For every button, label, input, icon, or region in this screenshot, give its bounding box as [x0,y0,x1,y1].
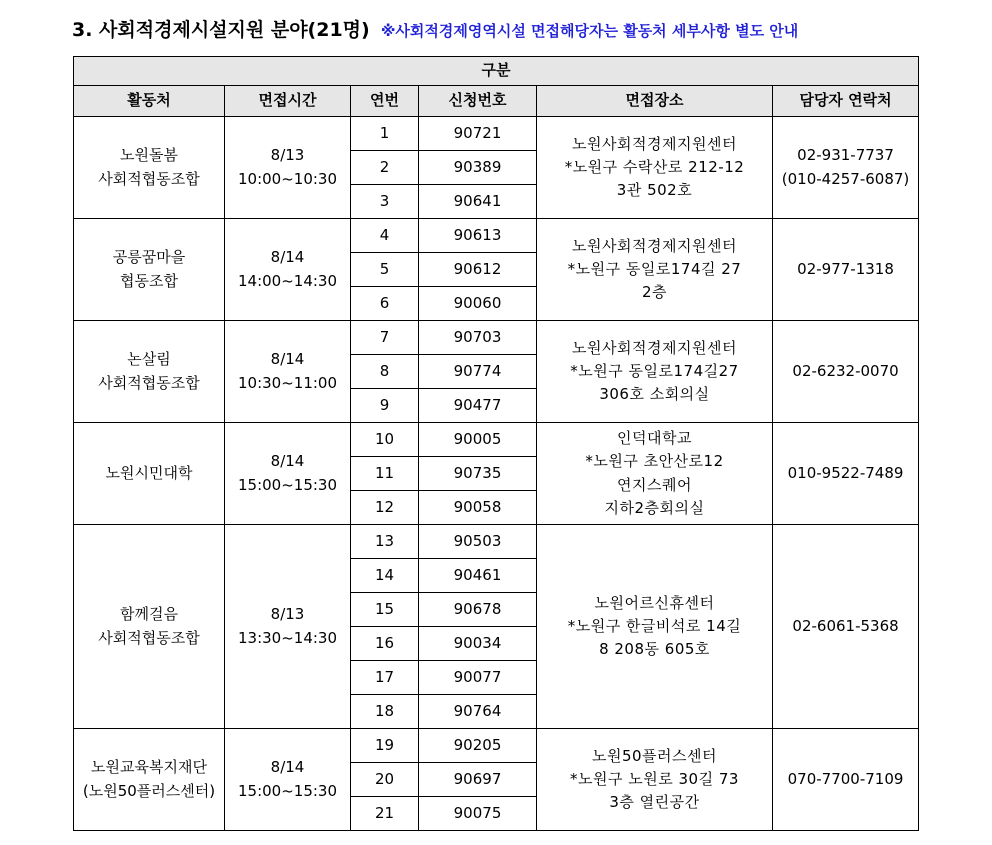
interview-time-cell-line: 10:00~10:30 [237,169,338,188]
application-number-cell: 90060 [419,287,537,321]
interview-place-cell [537,729,773,831]
interview-time-cell-line: 8/13 [270,146,305,165]
interview-time-cell-line: 15:00~15:30 [237,781,338,800]
application-number-cell: 90461 [419,559,537,593]
table-row [74,525,919,559]
column-header-place: 면접장소 [537,86,773,117]
contact-cell-line: 070-7700-7109 [787,769,904,788]
interview-place-cell-line: 8 208동 605호 [599,640,710,659]
org-cell-line: 함께걸음 [120,605,178,624]
org-cell-line: (노원50플러스센터) [82,781,216,800]
interview-place-cell-line: 노원사회적경제지원센터 [572,338,737,357]
contact-cell-line: 02-6232-0070 [792,361,899,380]
application-number-cell: 90477 [419,389,537,423]
table-row [74,321,919,355]
interview-time-cell-line: 13:30~14:30 [237,628,338,647]
application-number-cell: 90389 [419,151,537,185]
column-header-contact: 담당자 연락처 [773,86,919,117]
org-cell [74,423,225,525]
org-cell [74,321,225,423]
interview-time-cell-line: 10:30~11:00 [237,373,338,392]
section-title: 3. 사회적경제시설지원 분야(21명) [72,19,370,41]
serial-number-cell: 8 [351,355,419,389]
serial-number-cell: 18 [351,695,419,729]
interview-time-cell-line: 8/14 [270,248,305,267]
interview-place-cell-line: 3층 열린공간 [609,793,700,812]
org-cell-line: 사회적협동조합 [98,628,200,647]
interview-time-cell-line: 8/14 [270,452,305,471]
serial-number-cell: 9 [351,389,419,423]
contact-cell [773,219,919,321]
contact-cell-line: 02-977-1318 [797,259,894,278]
serial-number-cell: 10 [351,423,419,457]
contact-cell [773,321,919,423]
contact-cell-line: 010-9522-7489 [787,463,904,482]
interview-place-cell-line: *노원구 동일로174길27 [570,361,739,380]
interview-time-cell [225,729,351,831]
column-header-app: 신청번호 [419,86,537,117]
application-number-cell: 90721 [419,117,537,151]
interview-place-cell-line: 지하2층회의실 [604,498,705,517]
interview-time-cell-line: 15:00~15:30 [237,475,338,494]
interview-time-cell-line: 8/14 [270,758,305,777]
interview-place-cell-line: 노원사회적경제지원센터 [572,236,737,255]
interview-place-cell [537,525,773,729]
contact-cell [773,525,919,729]
application-number-cell: 90703 [419,321,537,355]
interview-place-cell-line: 306호 소회의실 [599,385,710,404]
serial-number-cell: 20 [351,763,419,797]
section-note: ※사회적경제영역시설 면접해당자는 활동처 세부사항 별도 안내 [380,22,799,40]
serial-number-cell: 21 [351,797,419,831]
org-cell-line: 사회적협동조합 [98,373,200,392]
interview-place-cell [537,219,773,321]
serial-number-cell: 17 [351,661,419,695]
application-number-cell: 90764 [419,695,537,729]
serial-number-cell: 1 [351,117,419,151]
interview-place-cell-line: *노원구 노원로 30길 73 [570,769,739,788]
contact-cell-line: 02-931-7737 [797,146,894,165]
table-row [74,219,919,253]
column-header-org: 활동처 [74,86,225,117]
interview-schedule-table [73,56,919,831]
application-number-cell: 90205 [419,729,537,763]
org-cell-line: 노원교육복지재단 [91,758,207,777]
column-header-no: 연번 [351,86,419,117]
org-cell [74,219,225,321]
section-heading [72,15,798,45]
serial-number-cell: 15 [351,593,419,627]
org-cell-line: 협동조합 [120,271,178,290]
serial-number-cell: 4 [351,219,419,253]
interview-place-cell-line: 인덕대학교 [617,429,692,447]
interview-place-cell-line: *노원구 수락산로 212-12 [564,157,745,176]
table-row [74,117,919,151]
interview-place-cell [537,321,773,423]
table-body [74,117,919,831]
serial-number-cell: 6 [351,287,419,321]
application-number-cell: 90077 [419,661,537,695]
serial-number-cell: 2 [351,151,419,185]
org-cell [74,729,225,831]
interview-time-cell [225,117,351,219]
application-number-cell: 90641 [419,185,537,219]
contact-cell-line: (010-4257-6087) [781,169,910,188]
interview-place-cell-line: 노원50플러스센터 [591,746,718,765]
serial-number-cell: 19 [351,729,419,763]
application-number-cell: 90075 [419,797,537,831]
serial-number-cell: 7 [351,321,419,355]
column-header-row [74,86,919,117]
serial-number-cell: 12 [351,491,419,525]
table-row [74,423,919,457]
interview-place-cell-line: *노원구 한글비석로 14길 [567,616,742,635]
group-header-cell: 구분 [74,57,919,86]
org-cell-line: 노원시민대학 [105,463,193,482]
application-number-cell: 90612 [419,253,537,287]
application-number-cell: 90503 [419,525,537,559]
serial-number-cell: 5 [351,253,419,287]
application-number-cell: 90678 [419,593,537,627]
serial-number-cell: 11 [351,457,419,491]
contact-cell-line: 02-6061-5368 [792,616,899,635]
org-cell-line: 논살림 [127,350,171,369]
application-number-cell: 90005 [419,423,537,457]
org-cell-line: 사회적협동조합 [98,169,200,188]
application-number-cell: 90697 [419,763,537,797]
serial-number-cell: 16 [351,627,419,661]
application-number-cell: 90034 [419,627,537,661]
serial-number-cell: 13 [351,525,419,559]
interview-time-cell-line: 8/13 [270,605,305,624]
org-cell-line: 노원돌봄 [120,146,178,165]
interview-place-cell-line: *노원구 초안산로12 [585,452,724,471]
contact-cell [773,117,919,219]
interview-place-cell-line: 2층 [641,283,668,302]
contact-cell [773,423,919,525]
interview-time-cell [225,423,351,525]
interview-time-cell [225,321,351,423]
interview-place-cell-line: 3관 502호 [616,181,693,200]
interview-time-cell [225,219,351,321]
org-cell-line: 공릉꿈마을 [112,248,186,267]
org-cell [74,117,225,219]
application-number-cell: 90058 [419,491,537,525]
serial-number-cell: 3 [351,185,419,219]
interview-time-cell-line: 8/14 [270,350,305,369]
interview-time-cell-line: 14:00~14:30 [237,271,338,290]
interview-time-cell [225,525,351,729]
interview-place-cell-line: 연지스퀘어 [617,475,692,494]
interview-place-cell-line: *노원구 동일로174길 27 [567,259,742,278]
column-header-time: 면접시간 [225,86,351,117]
interview-place-cell-line: 노원어르신휴센터 [594,593,715,612]
interview-place-cell-line: 노원사회적경제지원센터 [572,134,737,153]
group-header-row [74,57,919,86]
interview-place-cell [537,423,773,525]
application-number-cell: 90613 [419,219,537,253]
table-row [74,729,919,763]
serial-number-cell: 14 [351,559,419,593]
application-number-cell: 90735 [419,457,537,491]
interview-place-cell [537,117,773,219]
org-cell [74,525,225,729]
application-number-cell: 90774 [419,355,537,389]
contact-cell [773,729,919,831]
